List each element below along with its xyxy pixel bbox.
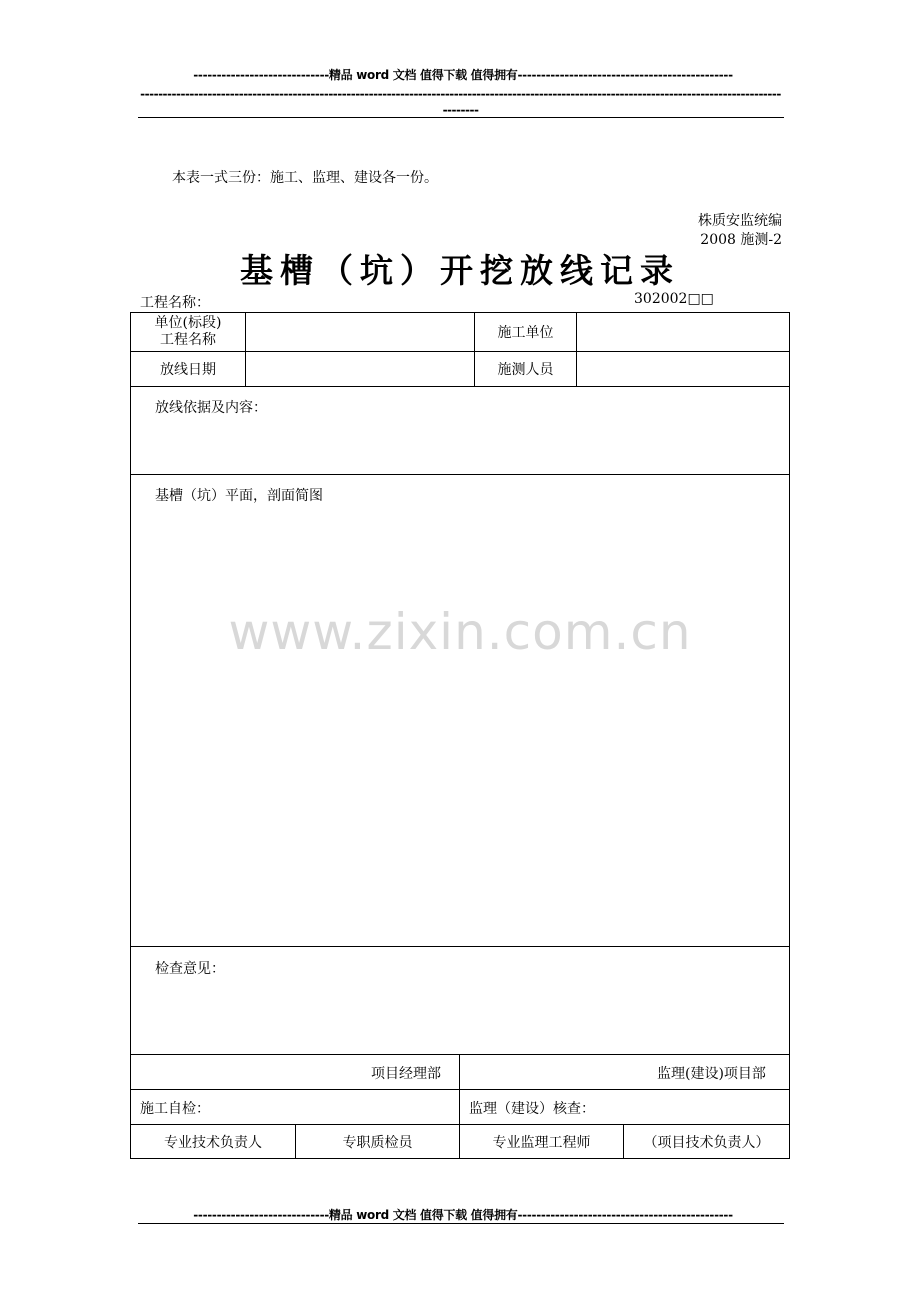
row-divider xyxy=(130,1054,790,1055)
footer-banner: -----------------------------精品 word 文档 值得下载 值得拥有---------------------------------------------- xyxy=(193,1208,733,1222)
footer-rule xyxy=(138,1223,784,1224)
date-field[interactable] xyxy=(246,352,474,386)
pm-dept-label: 项目经理部 xyxy=(371,1066,441,1082)
qc-inspector-label: 专职质检员 xyxy=(342,1134,413,1151)
self-check-label: 施工自检： xyxy=(140,1101,210,1117)
contractor-label: 施工单位 xyxy=(497,325,554,341)
form-code: 302002□□ xyxy=(634,291,714,307)
unit-label-line2: 工程名称 xyxy=(160,332,216,348)
row-divider xyxy=(459,1158,790,1159)
watermark: www.zixin.com.cn xyxy=(228,603,692,661)
supervising-engineer-label: 专业监理工程师 xyxy=(492,1134,591,1151)
inspection-label: 检查意见： xyxy=(155,961,225,977)
form-table xyxy=(130,312,790,1055)
basis-label: 放线依据及内容： xyxy=(155,400,267,416)
copies-note: 本表一式三份：施工、监理、建设各一份。 xyxy=(172,170,438,186)
col-divider xyxy=(789,1054,790,1159)
contractor-field[interactable] xyxy=(577,313,789,351)
row-divider xyxy=(130,946,790,947)
supervision-dept-label: 监理(建设)项目部 xyxy=(657,1066,766,1082)
issuer-line2: 2008 施测-2 xyxy=(700,232,782,248)
issuer-line1: 株质安监统编 xyxy=(698,213,782,229)
tech-lead-label: 专业技术负责人 xyxy=(164,1134,262,1151)
unit-name-field[interactable] xyxy=(246,313,474,351)
date-label: 放线日期 xyxy=(160,362,216,378)
row-divider xyxy=(130,386,790,387)
header-banner: -----------------------------精品 word 文档 值得下载 值得拥有---------------------------------------------- xyxy=(193,68,733,82)
header-rule xyxy=(138,117,784,118)
surveyor-label: 施测人员 xyxy=(497,362,554,378)
project-tech-lead-label: （项目技术负责人） xyxy=(643,1134,770,1151)
row-divider xyxy=(130,474,790,475)
header-dashes: ------------------------------------------------------------------------------------------------------------------------------------------------------- xyxy=(140,87,781,117)
unit-label-line1: 单位(标段) xyxy=(154,315,222,331)
unit-name-label xyxy=(131,313,245,351)
project-name-label: 工程名称： xyxy=(140,295,210,311)
form-title: 基槽（坑）开挖放线记录 xyxy=(240,251,680,290)
surveyor-field[interactable] xyxy=(577,352,789,386)
row-divider xyxy=(130,1089,790,1090)
plan-label: 基槽（坑）平面，剖面简图 xyxy=(155,488,323,504)
supervision-check-label: 监理（建设）核查： xyxy=(469,1101,595,1117)
